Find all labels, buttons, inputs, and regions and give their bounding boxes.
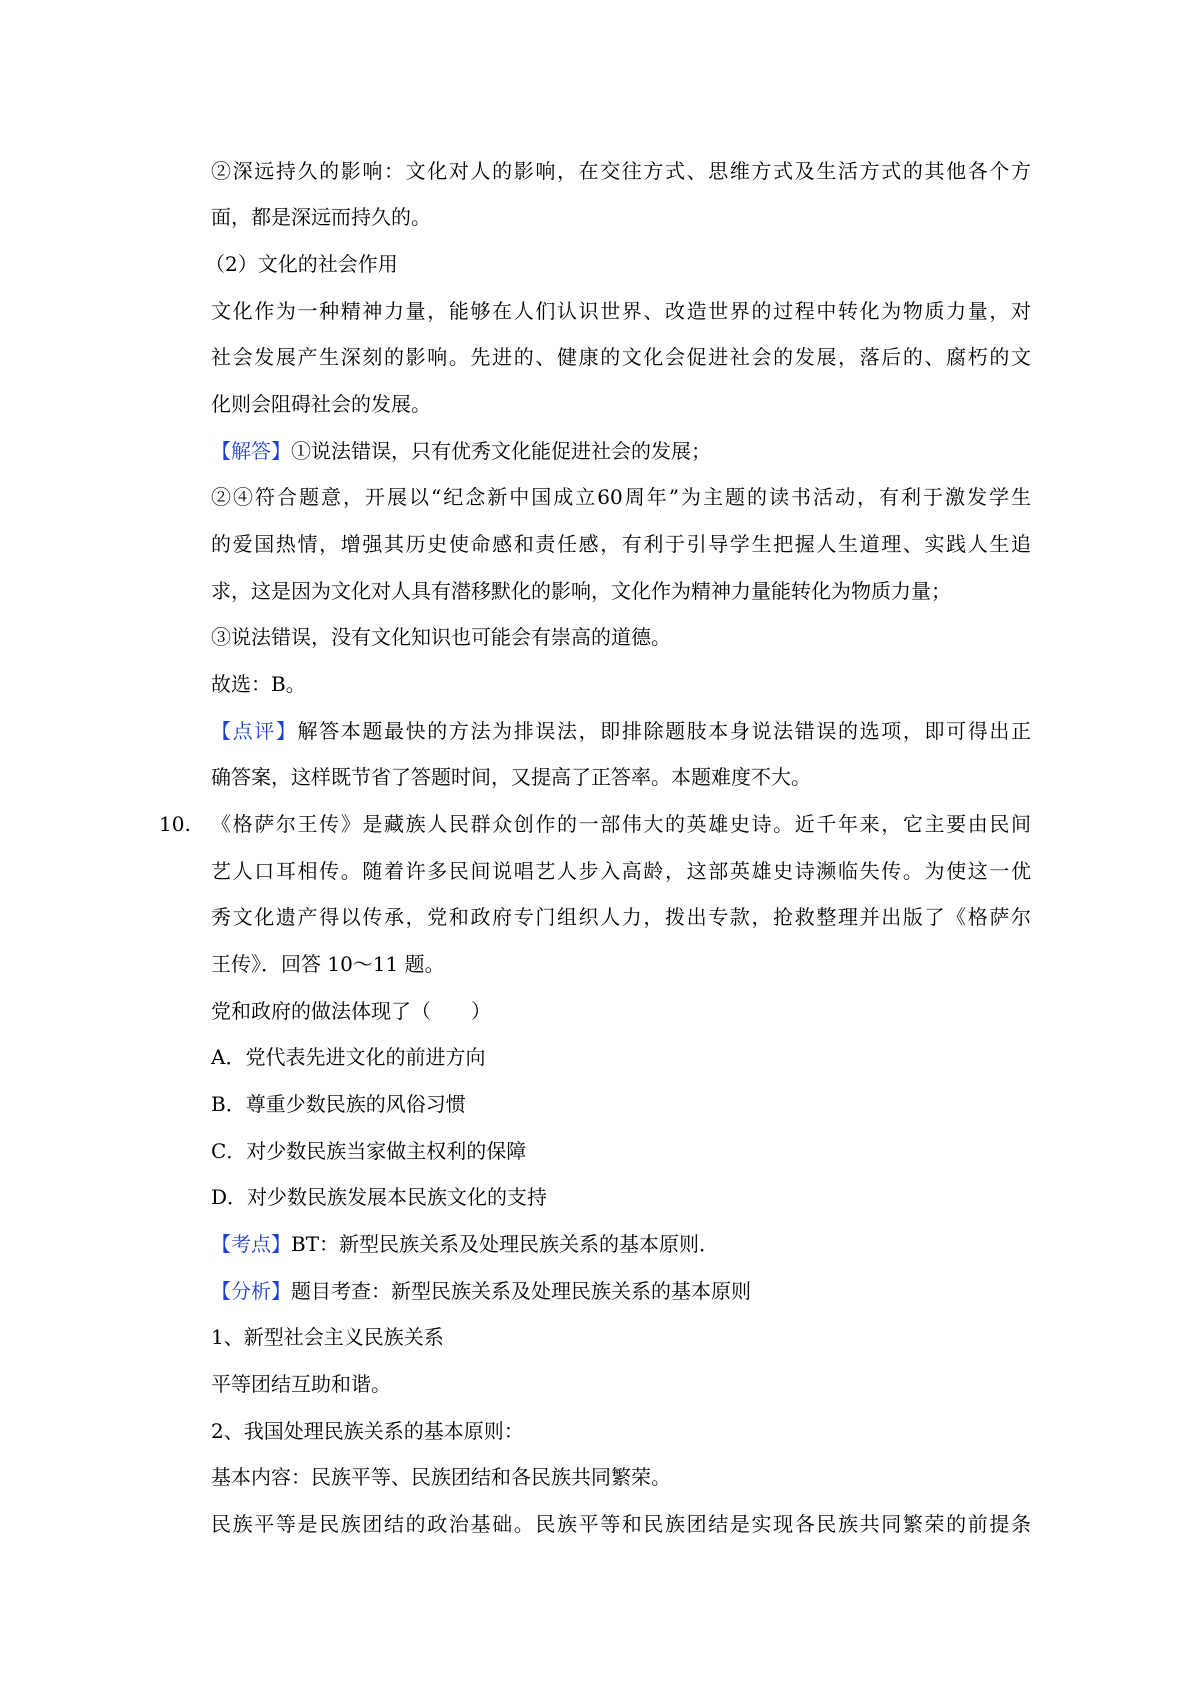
influence-line-2: 面，都是深远而持久的。	[211, 205, 431, 229]
option-b: B．尊重少数民族的风俗习惯	[211, 1092, 466, 1116]
question-stem-line-2: 艺人口耳相传。随着许多民间说唱艺人步入高龄，这部英雄史诗濒临失传。为使这一优	[211, 859, 1031, 883]
point-1-title: 1、新型社会主义民族关系	[211, 1325, 444, 1349]
answer-text-1: ①说法错误，只有优秀文化能促进社会的发展；	[291, 439, 711, 463]
question-number: 10.	[159, 812, 191, 836]
answer-line-2: ②④符合题意，开展以“纪念新中国成立60周年”为主题的读书活动，有利于激发学生	[211, 485, 1031, 509]
fenxi-tag: 【分析】	[211, 1279, 291, 1303]
social-role-line-2: 社会发展产生深刻的影响。先进的、健康的文化会促进社会的发展，落后的、腐朽的文	[211, 345, 1031, 369]
fenxi-text: 题目考查：新型民族关系及处理民族关系的基本原则	[291, 1279, 751, 1303]
point-2-text: 基本内容：民族平等、民族团结和各民族共同繁荣。	[211, 1465, 671, 1489]
answer-tag: 【解答】	[211, 439, 291, 463]
fenxi-line	[211, 1277, 751, 1305]
social-role-line-1: 文化作为一种精神力量，能够在人们认识世界、改造世界的过程中转化为物质力量，对	[211, 299, 1031, 323]
comment-text-1: 解答本题最快的方法为排误法，即排除题肢本身说法错误的选项，即可得出正	[297, 719, 1032, 743]
social-role-line-3: 化则会阻碍社会的发展。	[211, 392, 431, 416]
point-2-more: 民族平等是民族团结的政治基础。民族平等和民族团结是实现各民族共同繁荣的前提条	[211, 1512, 1031, 1536]
comment-line-2: 确答案，这样既节省了答题时间，又提高了正答率。本题难度不大。	[211, 765, 811, 789]
point-2-title: 2、我国处理民族关系的基本原则：	[211, 1419, 524, 1443]
option-d: D．对少数民族发展本民族文化的支持	[211, 1185, 548, 1209]
option-a: A．党代表先进文化的前进方向	[211, 1045, 486, 1069]
question-prompt: 党和政府的做法体现了（ ）	[211, 999, 491, 1023]
answer-line-3: 的爱国热情，增强其历史使命感和责任感，有利于引导学生把握人生道理、实践人生追	[211, 532, 1031, 556]
kaodian-text: BT：新型民族关系及处理民族关系的基本原则．	[291, 1232, 720, 1256]
option-c: C．对少数民族当家做主权利的保障	[211, 1139, 527, 1163]
kaodian-line	[211, 1230, 719, 1258]
social-role-heading: （2）文化的社会作用	[205, 252, 398, 276]
answer-line-4: 求，这是因为文化对人具有潜移默化的影响，文化作为精神力量能转化为物质力量；	[211, 579, 951, 603]
question-stem-line-1: 《格萨尔王传》是藏族人民群众创作的一部伟大的英雄史诗。近千年来，它主要由民间	[211, 812, 1031, 836]
question-stem-line-3: 秀文化遗产得以传承，党和政府专门组织人力，拨出专款，抢救整理并出版了《格萨尔	[211, 905, 1031, 929]
comment-tag: 【点评】	[211, 719, 298, 743]
answer-choice: 故选：B。	[211, 672, 306, 696]
answer-line-1	[211, 437, 711, 465]
question-stem-line-4: 王传》．回答 10～11 题。	[211, 952, 445, 976]
comment-line-1	[211, 717, 1031, 745]
answer-line-5: ③说法错误，没有文化知识也可能会有崇高的道德。	[211, 625, 671, 649]
influence-line-1: ②深远持久的影响：文化对人的影响，在交往方式、思维方式及生活方式的其他各个方	[211, 159, 1031, 183]
point-1-text: 平等团结互助和谐。	[211, 1372, 391, 1396]
kaodian-tag: 【考点】	[211, 1232, 291, 1256]
